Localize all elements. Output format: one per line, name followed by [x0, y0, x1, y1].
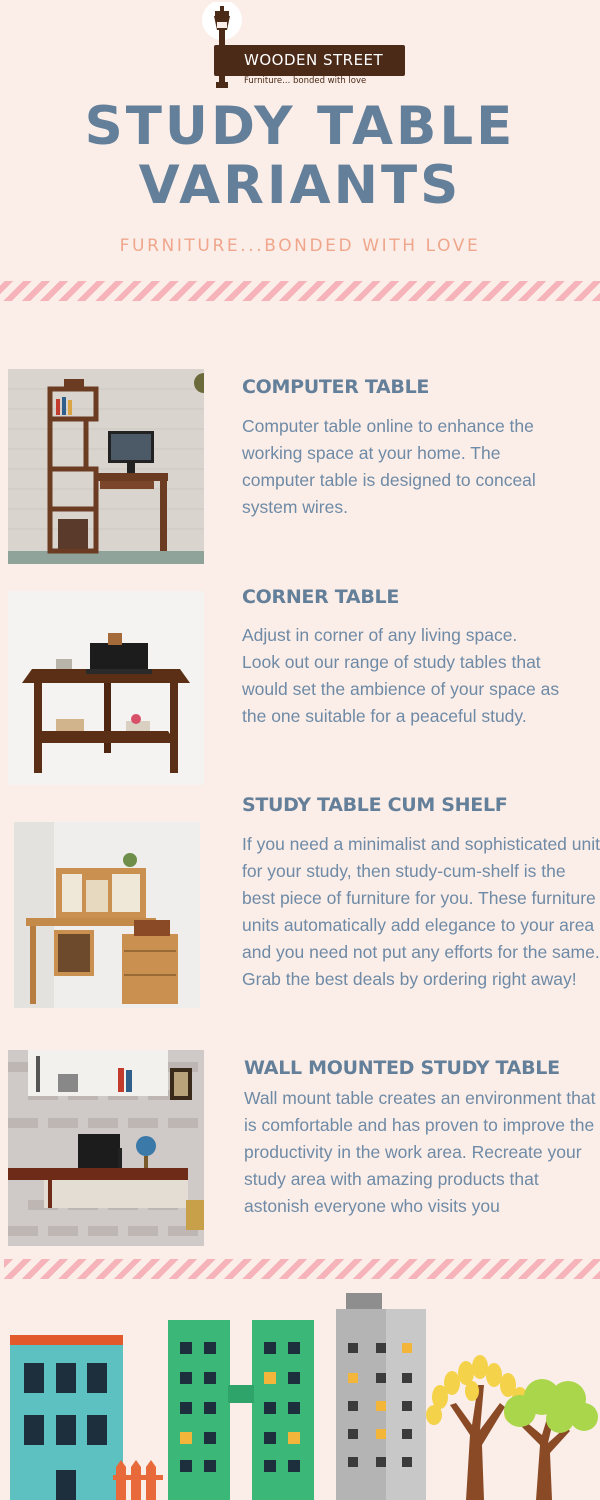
wall-mounted-study-table-photo — [8, 1050, 204, 1246]
section-body-corner-table: Adjust in corner of any living space. Look out our range of study tables that would set the ambience of your space as the one suitable for a peaceful study. — [242, 625, 560, 726]
fence-illustration — [113, 1460, 163, 1500]
study-table-cum-shelf-photo — [14, 822, 200, 1008]
green-tree-illustration — [504, 1379, 598, 1500]
stripe-divider-top — [0, 281, 600, 301]
section-title-computer-table: COMPUTER TABLE — [242, 376, 430, 398]
cityscape-illustration — [0, 1285, 600, 1500]
section-body-wall-mounted-study-table: Wall mount table creates an environment that is comfortable and has proven to improve the productivity in the work area. Recreate your study area with amazing products that astonish everyone who visits you — [244, 1088, 596, 1216]
page-title-line1: STUDY TABLE — [84, 96, 516, 157]
teal-building-illustration — [10, 1335, 123, 1500]
section-title-wall-mounted-study-table: WALL MOUNTED STUDY TABLE — [244, 1057, 560, 1079]
page-subtitle: FURNITURE...BONDED WITH LOVE — [119, 236, 481, 256]
stripe-divider-bottom — [4, 1259, 600, 1279]
brand-name: WOODEN STREET — [244, 51, 384, 69]
grey-tower-illustration — [336, 1293, 426, 1500]
brand-tagline: Furniture... bonded with love — [244, 76, 367, 86]
page-title-line2: VARIANTS — [138, 155, 462, 216]
section-title-study-table-cum-shelf: STUDY TABLE CUM SHELF — [242, 794, 508, 816]
corner-table-photo — [8, 591, 204, 785]
green-building-illustration — [168, 1320, 314, 1500]
computer-table-photo — [8, 369, 204, 564]
section-body-study-table-cum-shelf: If you need a minimalist and sophisticated unit for your study, then study-cum-shelf is the best piece of furniture for you. These furniture units automatically add elegance to your area and you need not put any efforts for the same. Grab the best deals by ordering right away! — [242, 834, 600, 989]
section-title-corner-table: CORNER TABLE — [242, 586, 400, 608]
section-body-computer-table: Computer table online to enhance the working space at your home. The computer table is designed to conceal system wires. — [242, 416, 536, 517]
yellow-tree-illustration — [426, 1355, 528, 1500]
